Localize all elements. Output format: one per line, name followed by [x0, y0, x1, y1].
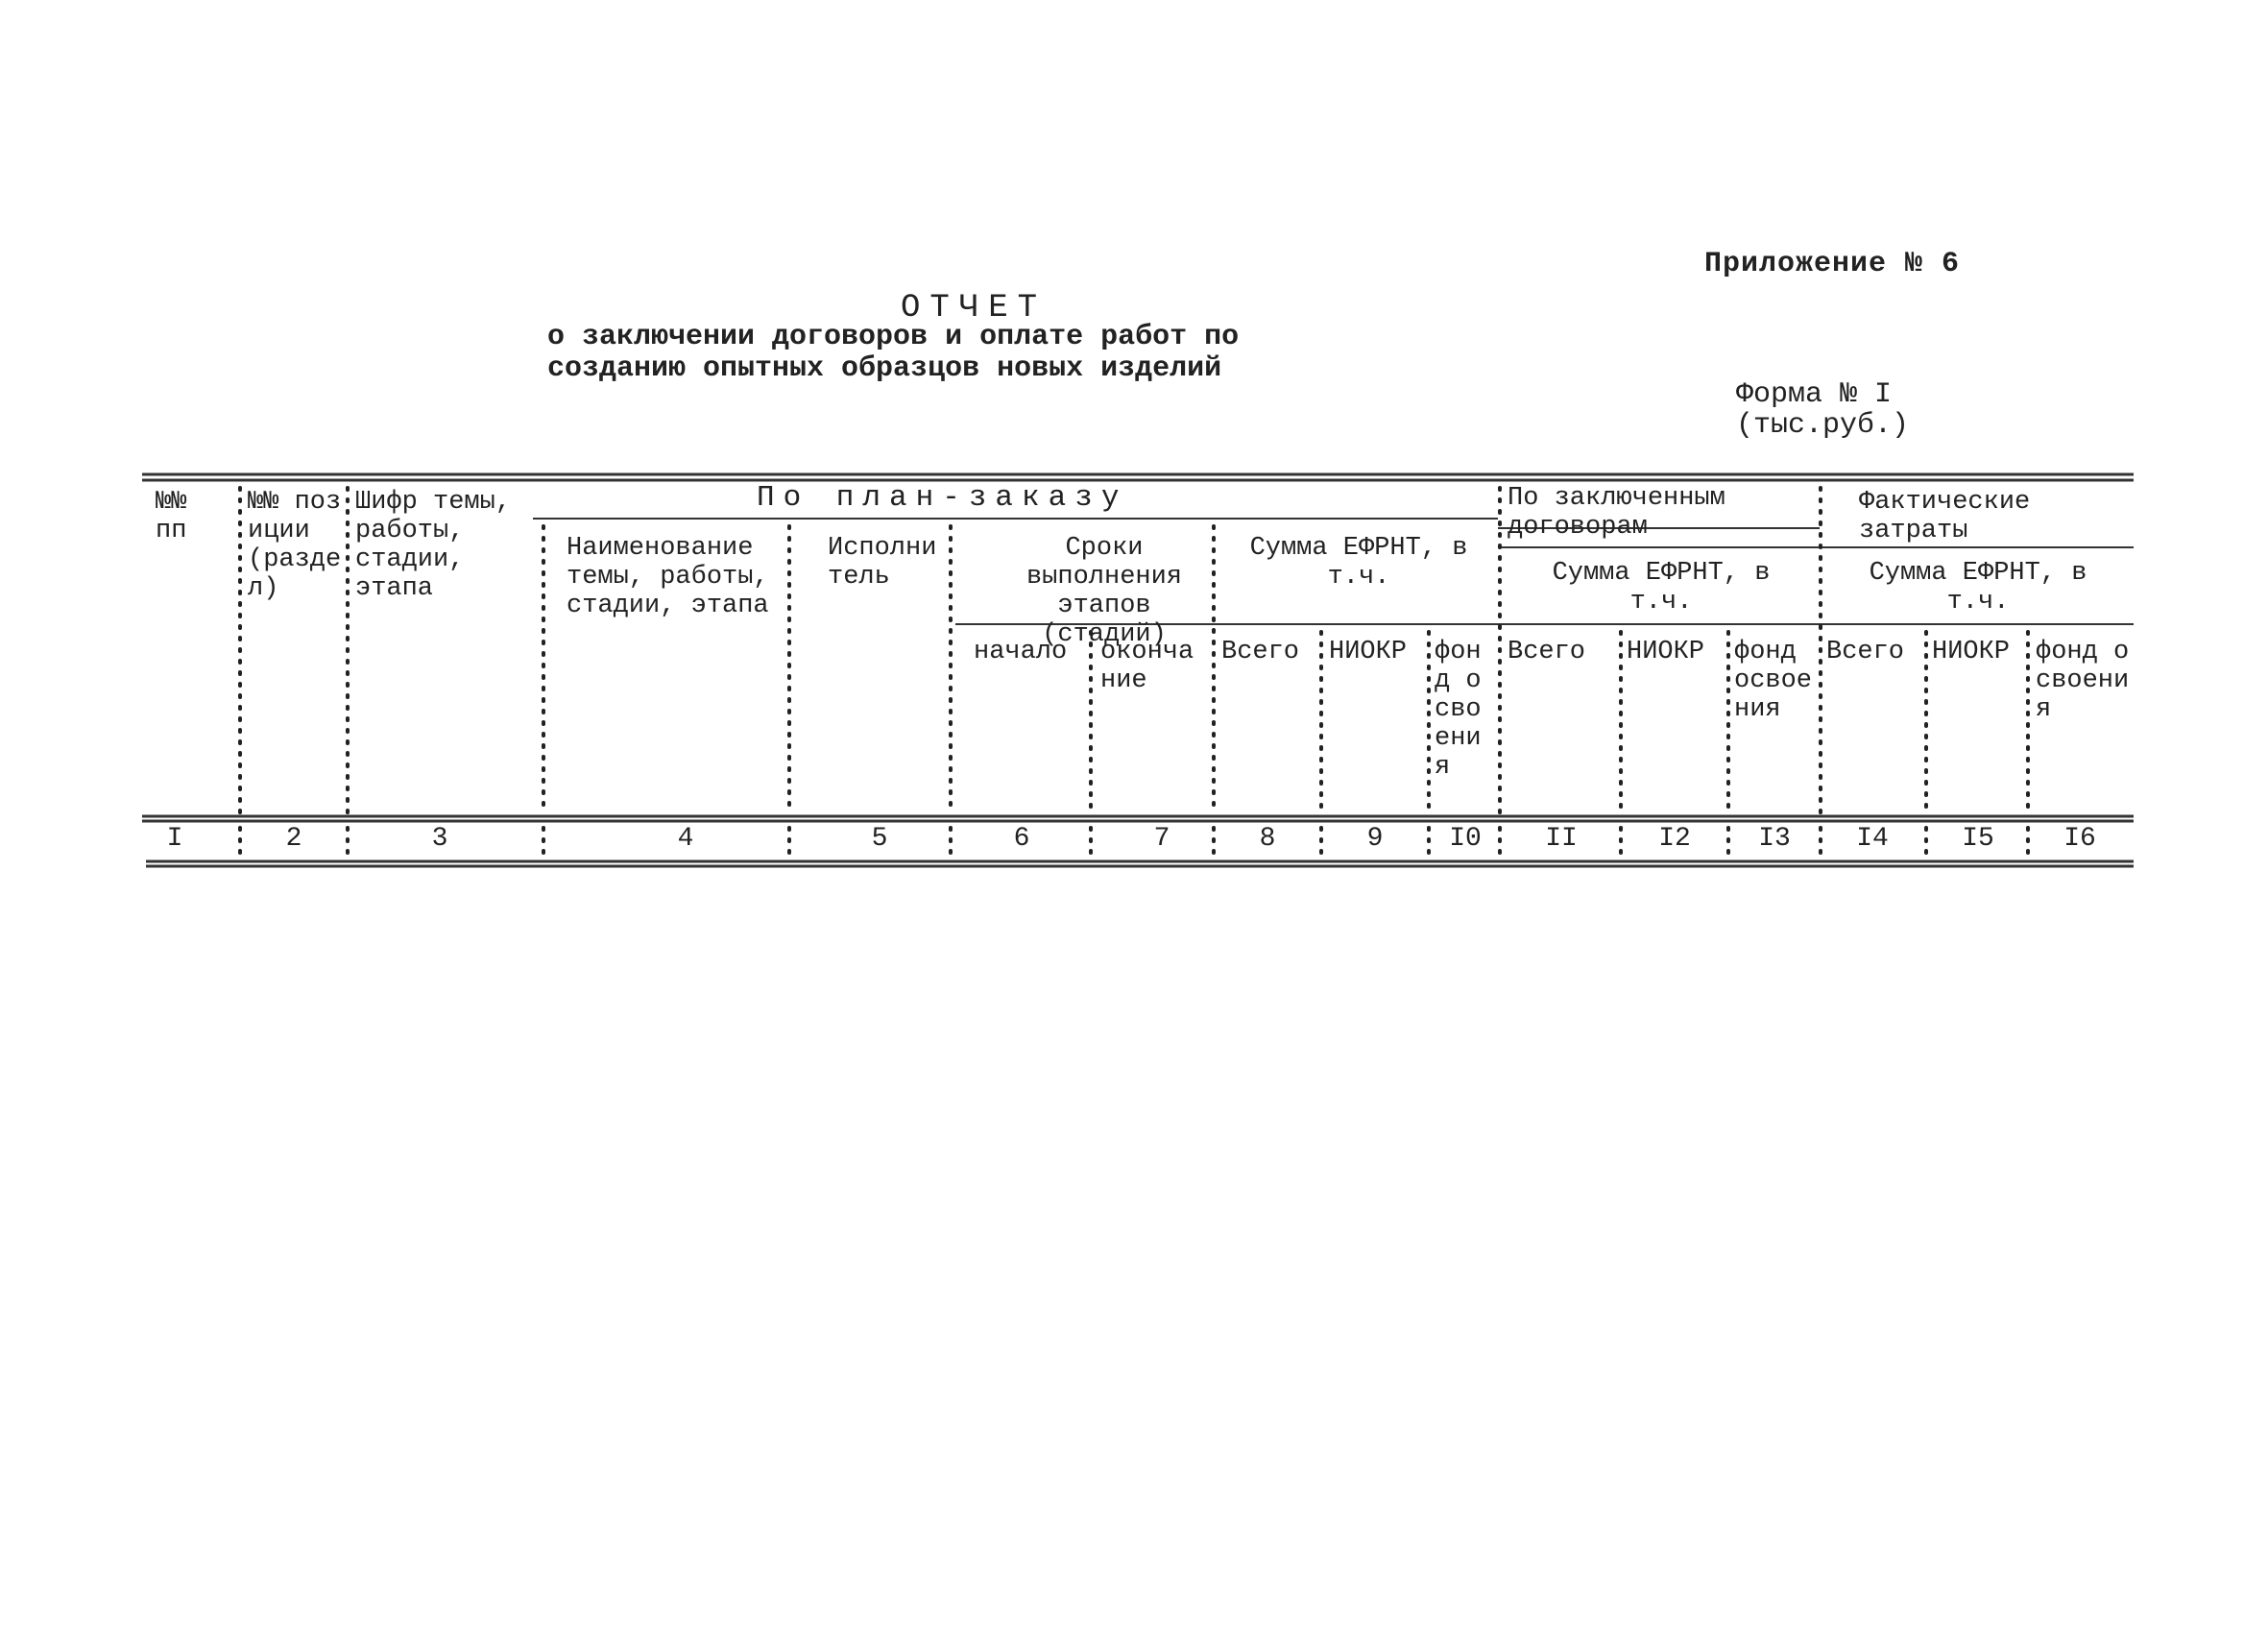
column-number: 5: [871, 824, 888, 854]
col-header-16: фонд освоения: [2036, 638, 2130, 724]
group-plan-order: По план-заказу: [757, 481, 1128, 515]
col-header-4: Наименование темы, работы, стадии, этапа: [567, 534, 769, 620]
column-number: I5: [1962, 824, 1994, 854]
column-number: I3: [1758, 824, 1791, 854]
col-header-12: НИОКР: [1627, 638, 1705, 666]
group-sum-actual: Сумма ЕФРНТ, в т.ч.: [1869, 559, 2087, 617]
column-number: 9: [1366, 824, 1384, 854]
col-header-14: Всего: [1826, 638, 1905, 666]
column-number: II: [1545, 824, 1578, 854]
group-actual-costs: Фактические затраты: [1859, 488, 2031, 545]
col-header-3: Шифр темы, работы, стадии, этапа: [355, 488, 512, 603]
group-sum-plan: Сумма ЕФРНТ, в т.ч.: [1249, 534, 1468, 592]
col-header-10: фонд освоения: [1435, 638, 1482, 782]
col-header-11: Всего: [1508, 638, 1586, 666]
col-header-15: НИОКР: [1932, 638, 2011, 666]
col-header-13: фонд освоения: [1734, 638, 1813, 724]
group-terms: Сроки выполнения этапов (стадий): [1025, 534, 1183, 649]
col-header-6: начало: [974, 638, 1068, 666]
col-header-5: Исполнитель: [828, 534, 937, 592]
form-number-line-1: Форма № I: [1736, 378, 1893, 411]
subtitle-line-2: созданию опытных образцов новых изделий: [547, 352, 1222, 385]
group-sum-contracts: Сумма ЕФРНТ, в т.ч.: [1552, 559, 1771, 617]
column-number: I2: [1658, 824, 1691, 854]
col-header-8: Всего: [1221, 638, 1300, 666]
column-number: 4: [677, 824, 694, 854]
column-number: 3: [431, 824, 448, 854]
col-header-9: НИОКР: [1329, 638, 1408, 666]
group-contracts: По заключенным договорам: [1508, 484, 1725, 542]
form-units-line: (тыс.руб.): [1736, 409, 1910, 442]
column-number: I4: [1856, 824, 1889, 854]
col-header-1: №№ пп: [156, 488, 187, 545]
column-number: 7: [1153, 824, 1170, 854]
column-number: I6: [2063, 824, 2096, 854]
column-number: 8: [1259, 824, 1276, 854]
column-number: I: [166, 824, 183, 854]
report-title: ОТЧЕТ: [901, 290, 1048, 327]
col-header-7: окончание: [1100, 638, 1194, 695]
subtitle-line-1: о заключении договоров и оплате работ по: [547, 321, 1240, 353]
appendix-label: Приложение № 6: [1704, 248, 1961, 280]
column-number: 2: [285, 824, 302, 854]
column-number: I0: [1449, 824, 1482, 854]
column-number: 6: [1013, 824, 1030, 854]
col-header-2: №№ позиции (раздел): [248, 488, 342, 603]
